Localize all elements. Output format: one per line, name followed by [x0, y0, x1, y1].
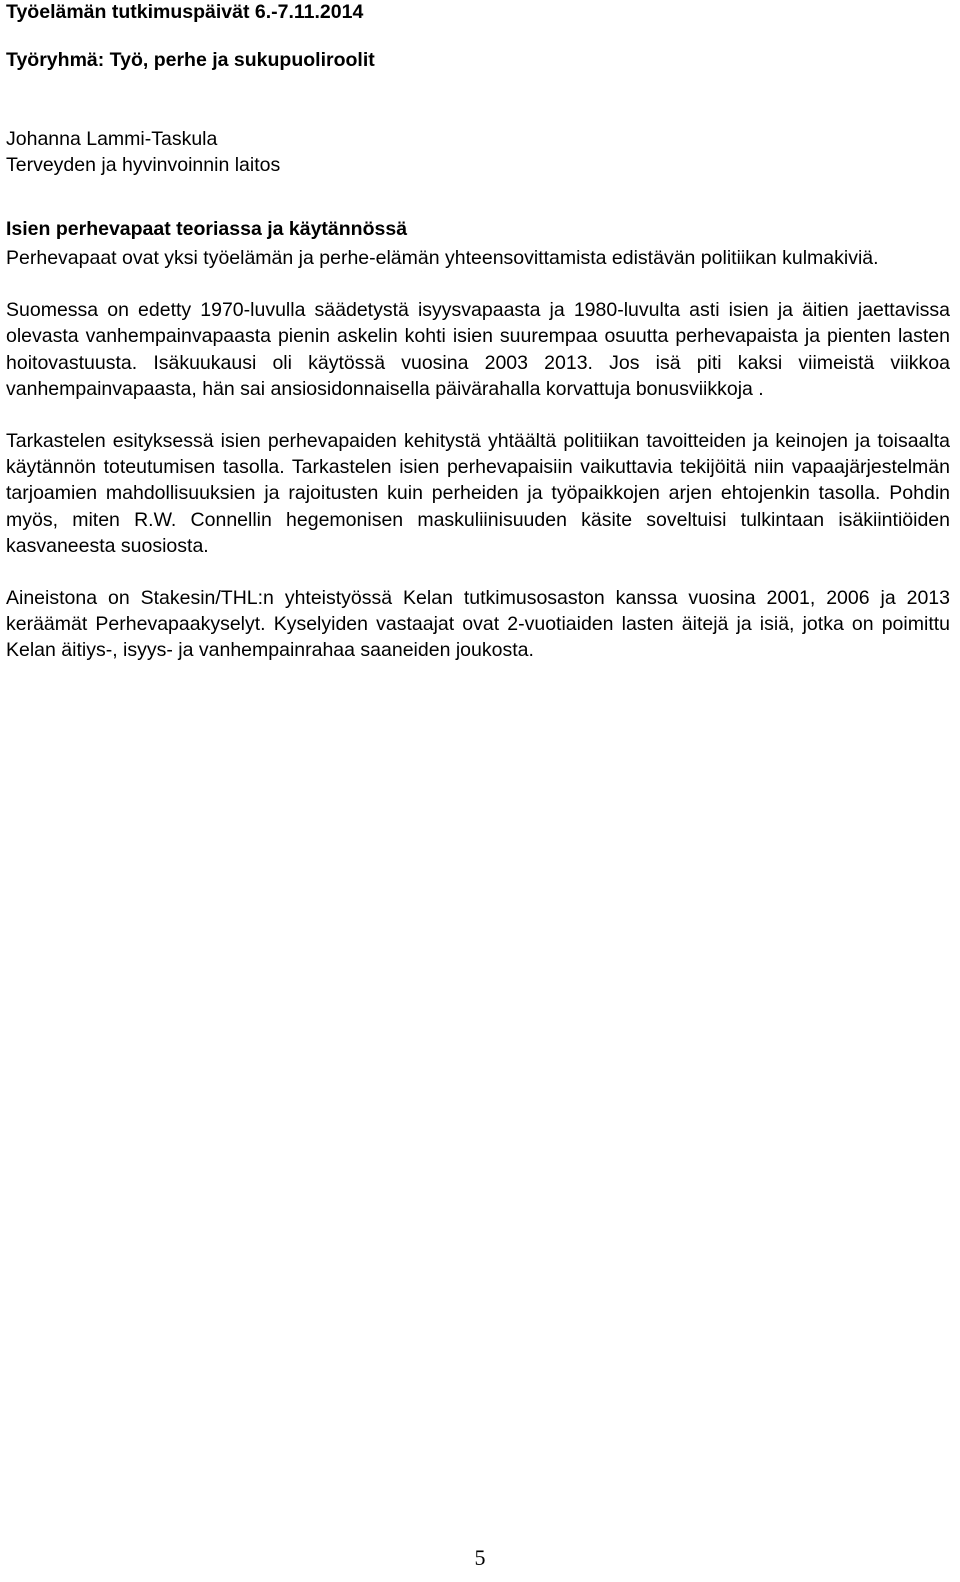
page-number: 5	[474, 1545, 486, 1570]
paragraph-3: Tarkastelen esityksessä isien perhevapaiden kehitystä yhtäältä politiikan tavoitteiden ja keinojen ja toisaalta käytännön toteutumisen tasolla. Tarkastelen isien perhevapaisiin vaikuttavia tekijöitä niin vapaajärjestelmän tarjoamien mahdollisuuksien ja rajoitusten kuin perheiden ja työpaikkojen arjen ehtojenkin tasolla. Pohdin myös, miten R.W. Connellin hegemonisen maskuliinisuuden käsite soveltuisi tulkintaan isäkiintiöiden kasvaneesta suosiosta.	[6, 430, 950, 557]
author-block	[6, 126, 950, 178]
paragraph-1: Perhevapaat ovat yksi työelämän ja perhe-elämän yhteensovittamista edistävän politiikan kulmakiviä.	[6, 247, 879, 269]
presentation-title: Isien perhevapaat teoriassa ja käytännössä	[6, 218, 408, 240]
paragraph-4: Aineistona on Stakesin/THL:n yhteistyössä Kelan tutkimusosaston kanssa vuosina 2001, 2006 ja 2013 keräämät Perhevapaakyselyt. Kyselyiden vastaajat ovat 2-vuotiaiden lasten äitejä ja isiä, jotka on poimittu Kelan äitiys-, isyys- ja vanhempainrahaa saaneiden joukosta.	[6, 587, 950, 662]
working-group-title: Työryhmä: Työ, perhe ja sukupuoliroolit	[6, 49, 375, 71]
author-affiliation: Terveyden ja hyvinvoinnin laitos	[6, 154, 281, 176]
paragraph-2: Suomessa on edetty 1970-luvulla säädetystä isyysvapaasta ja 1980-luvulta asti isien ja äitien jaettavissa olevasta vanhempainvapaasta pienin askelin kohti isien suurempaa osuutta perhevapaista ja pienten lasten hoitovastuusta. Isäkuukausi oli käytössä vuosina 2003 2013. Jos isä piti kaksi viimeistä viikkoa vanhempainvapaasta, hän sai ansiosidonnaisella päivärahalla korvattuja bonusviikkoja .	[6, 299, 950, 400]
author-name: Johanna Lammi-Taskula	[6, 128, 218, 150]
conference-header: Työelämän tutkimuspäivät 6.-7.11.2014	[6, 1, 364, 23]
document-page	[6, 0, 950, 664]
